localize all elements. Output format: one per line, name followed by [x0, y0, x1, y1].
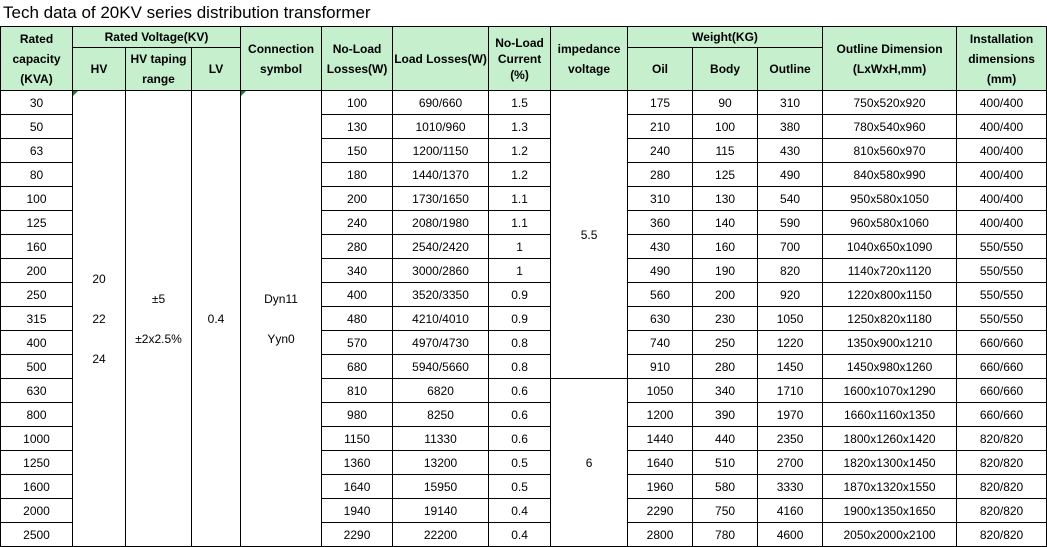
- load-losses-cell: 6820: [393, 379, 489, 403]
- weight-oil-cell: 740: [628, 331, 693, 355]
- weight-oil-cell: 210: [628, 115, 693, 139]
- installation-dimension-cell: 820/820: [957, 475, 1047, 499]
- header-connection-symbol: Connection symbol: [241, 27, 322, 91]
- capacity-cell: 1000: [1, 427, 73, 451]
- installation-dimension-cell: 550/550: [957, 307, 1047, 331]
- no-load-current-cell: 1: [489, 235, 551, 259]
- weight-outline-cell: 920: [758, 283, 823, 307]
- load-losses-cell: 8250: [393, 403, 489, 427]
- installation-dimension-cell: 400/400: [957, 163, 1047, 187]
- no-load-losses-cell: 280: [322, 235, 393, 259]
- weight-body-cell: 100: [693, 115, 758, 139]
- installation-dimension-cell: 820/820: [957, 523, 1047, 547]
- no-load-losses-cell: 180: [322, 163, 393, 187]
- weight-oil-cell: 2800: [628, 523, 693, 547]
- weight-outline-cell: 4600: [758, 523, 823, 547]
- outline-dimension-cell: 1800x1260x1420: [823, 427, 957, 451]
- header-no-load-current: No-Load Current (%): [489, 27, 551, 91]
- load-losses-cell: 22200: [393, 523, 489, 547]
- outline-dimension-cell: 1450x980x1260: [823, 355, 957, 379]
- hv-taping-values-line: ±2x2.5%: [135, 331, 182, 346]
- weight-body-cell: 115: [693, 139, 758, 163]
- header-load-losses: Load Losses(W): [393, 27, 489, 91]
- outline-dimension-cell: 1660x1160x1350: [823, 403, 957, 427]
- no-load-losses-cell: 1150: [322, 427, 393, 451]
- capacity-cell: 80: [1, 163, 73, 187]
- weight-oil-cell: 910: [628, 355, 693, 379]
- installation-dimension-cell: 550/550: [957, 259, 1047, 283]
- weight-outline-cell: 2350: [758, 427, 823, 451]
- weight-outline-cell: 590: [758, 211, 823, 235]
- load-losses-cell: 1730/1650: [393, 187, 489, 211]
- outline-dimension-cell: 960x580x1060: [823, 211, 957, 235]
- no-load-losses-cell: 150: [322, 139, 393, 163]
- connection-values-line: Yyn0: [267, 331, 295, 346]
- hv-taping-values-line: ±5: [151, 291, 166, 306]
- header-rated-voltage: Rated Voltage(KV): [73, 27, 241, 48]
- installation-dimension-cell: 550/550: [957, 283, 1047, 307]
- installation-dimension-cell: 400/400: [957, 91, 1047, 115]
- no-load-losses-cell: 200: [322, 187, 393, 211]
- outline-dimension-cell: 1820x1300x1450: [823, 451, 957, 475]
- no-load-current-cell: 1.5: [489, 91, 551, 115]
- weight-body-cell: 160: [693, 235, 758, 259]
- no-load-current-cell: 0.6: [489, 379, 551, 403]
- weight-oil-cell: 1050: [628, 379, 693, 403]
- installation-dimension-cell: 660/660: [957, 355, 1047, 379]
- weight-oil-cell: 430: [628, 235, 693, 259]
- capacity-cell: 1600: [1, 475, 73, 499]
- table-row: [1, 91, 1047, 115]
- load-losses-cell: 15950: [393, 475, 489, 499]
- no-load-current-cell: 1.1: [489, 211, 551, 235]
- weight-oil-cell: 310: [628, 187, 693, 211]
- weight-oil-cell: 1200: [628, 403, 693, 427]
- weight-body-cell: 440: [693, 427, 758, 451]
- no-load-losses-cell: 340: [322, 259, 393, 283]
- weight-outline-cell: 1050: [758, 307, 823, 331]
- no-load-current-cell: 1.3: [489, 115, 551, 139]
- no-load-losses-cell: 810: [322, 379, 393, 403]
- header-weight: Weight(KG): [628, 27, 823, 48]
- weight-oil-cell: 240: [628, 139, 693, 163]
- outline-dimension-cell: 1900x1350x1650: [823, 499, 957, 523]
- no-load-current-cell: 0.6: [489, 403, 551, 427]
- outline-dimension-cell: 840x580x990: [823, 163, 957, 187]
- installation-dimension-cell: 820/820: [957, 499, 1047, 523]
- header-impedance-voltage: impedance voltage: [551, 27, 628, 91]
- load-losses-cell: 4970/4730: [393, 331, 489, 355]
- capacity-cell: 500: [1, 355, 73, 379]
- weight-oil-cell: 1640: [628, 451, 693, 475]
- weight-oil-cell: 280: [628, 163, 693, 187]
- weight-body-cell: 130: [693, 187, 758, 211]
- load-losses-cell: 19140: [393, 499, 489, 523]
- installation-dimension-cell: 660/660: [957, 331, 1047, 355]
- capacity-cell: 1250: [1, 451, 73, 475]
- weight-body-cell: 190: [693, 259, 758, 283]
- impedance-voltage-group-1: 5.5: [551, 91, 628, 379]
- no-load-losses-cell: 130: [322, 115, 393, 139]
- weight-outline-cell: 1220: [758, 331, 823, 355]
- load-losses-cell: 2080/1980: [393, 211, 489, 235]
- no-load-current-cell: 0.4: [489, 523, 551, 547]
- page-title: Tech data of 20KV series distribution transformer: [3, 3, 371, 22]
- header-installation-dimensions: Installation dimensions (mm): [957, 27, 1047, 91]
- outline-dimension-cell: 1870x1320x1550: [823, 475, 957, 499]
- weight-body-cell: 250: [693, 331, 758, 355]
- no-load-losses-cell: 570: [322, 331, 393, 355]
- weight-outline-cell: 1710: [758, 379, 823, 403]
- header-hv-taping-range: HV taping range: [126, 48, 192, 91]
- capacity-cell: 125: [1, 211, 73, 235]
- installation-dimension-cell: 550/550: [957, 235, 1047, 259]
- no-load-current-cell: 0.4: [489, 499, 551, 523]
- capacity-cell: 63: [1, 139, 73, 163]
- no-load-current-cell: 0.9: [489, 283, 551, 307]
- weight-outline-cell: 700: [758, 235, 823, 259]
- installation-dimension-cell: 400/400: [957, 187, 1047, 211]
- installation-dimension-cell: 660/660: [957, 403, 1047, 427]
- weight-outline-cell: 4160: [758, 499, 823, 523]
- installation-dimension-cell: 400/400: [957, 211, 1047, 235]
- no-load-current-cell: 1.1: [489, 187, 551, 211]
- installation-dimension-cell: 820/820: [957, 427, 1047, 451]
- weight-oil-cell: 490: [628, 259, 693, 283]
- weight-body-cell: 780: [693, 523, 758, 547]
- header-lv: LV: [192, 48, 241, 91]
- load-losses-cell: 2540/2420: [393, 235, 489, 259]
- weight-body-cell: 510: [693, 451, 758, 475]
- weight-oil-cell: 1440: [628, 427, 693, 451]
- load-losses-cell: 4210/4010: [393, 307, 489, 331]
- weight-outline-cell: 820: [758, 259, 823, 283]
- load-losses-cell: 5940/5660: [393, 355, 489, 379]
- outline-dimension-cell: 750x520x920: [823, 91, 957, 115]
- load-losses-cell: 13200: [393, 451, 489, 475]
- outline-dimension-cell: 1140x720x1120: [823, 259, 957, 283]
- no-load-losses-cell: 2290: [322, 523, 393, 547]
- impedance-voltage-group-2: 6: [551, 379, 628, 547]
- weight-outline-cell: 540: [758, 187, 823, 211]
- header-body: Body: [693, 48, 758, 91]
- load-losses-cell: 1440/1370: [393, 163, 489, 187]
- lv-value: 0.4: [192, 91, 241, 547]
- weight-oil-cell: 2290: [628, 499, 693, 523]
- weight-outline-cell: 2700: [758, 451, 823, 475]
- weight-body-cell: 280: [693, 355, 758, 379]
- header-no-load-losses: No-Load Losses(W): [322, 27, 393, 91]
- load-losses-cell: 1010/960: [393, 115, 489, 139]
- header-hv: HV: [73, 48, 126, 91]
- capacity-cell: 160: [1, 235, 73, 259]
- no-load-losses-cell: 400: [322, 283, 393, 307]
- hv-values: [73, 91, 126, 547]
- weight-body-cell: 200: [693, 283, 758, 307]
- weight-body-cell: 230: [693, 307, 758, 331]
- hv-values-line: 20: [92, 271, 106, 286]
- outline-dimension-cell: 950x580x1050: [823, 187, 957, 211]
- outline-dimension-cell: 1220x800x1150: [823, 283, 957, 307]
- capacity-cell: 2000: [1, 499, 73, 523]
- capacity-cell: 250: [1, 283, 73, 307]
- capacity-cell: 100: [1, 187, 73, 211]
- outline-dimension-cell: 1250x820x1180: [823, 307, 957, 331]
- no-load-losses-cell: 980: [322, 403, 393, 427]
- weight-oil-cell: 175: [628, 91, 693, 115]
- weight-body-cell: 580: [693, 475, 758, 499]
- no-load-current-cell: 0.6: [489, 427, 551, 451]
- no-load-losses-cell: 680: [322, 355, 393, 379]
- weight-outline-cell: 1450: [758, 355, 823, 379]
- installation-dimension-cell: 660/660: [957, 379, 1047, 403]
- weight-outline-cell: 310: [758, 91, 823, 115]
- no-load-current-cell: 0.8: [489, 355, 551, 379]
- weight-outline-cell: 490: [758, 163, 823, 187]
- header-oil: Oil: [628, 48, 693, 91]
- no-load-current-cell: 0.5: [489, 451, 551, 475]
- installation-dimension-cell: 400/400: [957, 115, 1047, 139]
- capacity-cell: 400: [1, 331, 73, 355]
- installation-dimension-cell: 820/820: [957, 451, 1047, 475]
- no-load-losses-cell: 1940: [322, 499, 393, 523]
- load-losses-cell: 1200/1150: [393, 139, 489, 163]
- hv-values-line: 22: [92, 311, 106, 326]
- load-losses-cell: 3520/3350: [393, 283, 489, 307]
- no-load-losses-cell: 100: [322, 91, 393, 115]
- load-losses-cell: 3000/2860: [393, 259, 489, 283]
- outline-dimension-cell: 810x560x970: [823, 139, 957, 163]
- no-load-current-cell: 0.8: [489, 331, 551, 355]
- header-outline: Outline: [758, 48, 823, 91]
- no-load-losses-cell: 1640: [322, 475, 393, 499]
- capacity-cell: 800: [1, 403, 73, 427]
- connection-values: [241, 91, 322, 547]
- weight-oil-cell: 360: [628, 211, 693, 235]
- connection-values-line: Dyn11: [264, 291, 298, 306]
- no-load-losses-cell: 1360: [322, 451, 393, 475]
- hv-values-line: 24: [92, 351, 106, 366]
- outline-dimension-cell: 1350x900x1210: [823, 331, 957, 355]
- weight-oil-cell: 630: [628, 307, 693, 331]
- no-load-current-cell: 0.5: [489, 475, 551, 499]
- weight-body-cell: 125: [693, 163, 758, 187]
- no-load-current-cell: 1.2: [489, 163, 551, 187]
- weight-outline-cell: 3330: [758, 475, 823, 499]
- installation-dimension-cell: 400/400: [957, 139, 1047, 163]
- capacity-cell: 50: [1, 115, 73, 139]
- transformer-spec-table: [0, 26, 1047, 547]
- no-load-current-cell: 0.9: [489, 307, 551, 331]
- capacity-cell: 200: [1, 259, 73, 283]
- capacity-cell: 30: [1, 91, 73, 115]
- no-load-current-cell: 1.2: [489, 139, 551, 163]
- weight-body-cell: 390: [693, 403, 758, 427]
- weight-oil-cell: 1960: [628, 475, 693, 499]
- no-load-current-cell: 1: [489, 259, 551, 283]
- weight-outline-cell: 430: [758, 139, 823, 163]
- weight-body-cell: 140: [693, 211, 758, 235]
- capacity-cell: 315: [1, 307, 73, 331]
- weight-oil-cell: 560: [628, 283, 693, 307]
- weight-body-cell: 90: [693, 91, 758, 115]
- weight-outline-cell: 380: [758, 115, 823, 139]
- no-load-losses-cell: 480: [322, 307, 393, 331]
- no-load-losses-cell: 240: [322, 211, 393, 235]
- outline-dimension-cell: 1600x1070x1290: [823, 379, 957, 403]
- capacity-cell: 630: [1, 379, 73, 403]
- weight-body-cell: 340: [693, 379, 758, 403]
- load-losses-cell: 11330: [393, 427, 489, 451]
- weight-body-cell: 750: [693, 499, 758, 523]
- capacity-cell: 2500: [1, 523, 73, 547]
- weight-outline-cell: 1970: [758, 403, 823, 427]
- outline-dimension-cell: 780x540x960: [823, 115, 957, 139]
- hv-taping-values: [126, 91, 192, 547]
- outline-dimension-cell: 1040x650x1090: [823, 235, 957, 259]
- load-losses-cell: 690/660: [393, 91, 489, 115]
- header-rated-capacity: Rated capacity (KVA): [1, 27, 73, 91]
- outline-dimension-cell: 2050x2000x2100: [823, 523, 957, 547]
- header-outline-dimension: Outline Dimension (LxWxH,mm): [823, 27, 957, 91]
